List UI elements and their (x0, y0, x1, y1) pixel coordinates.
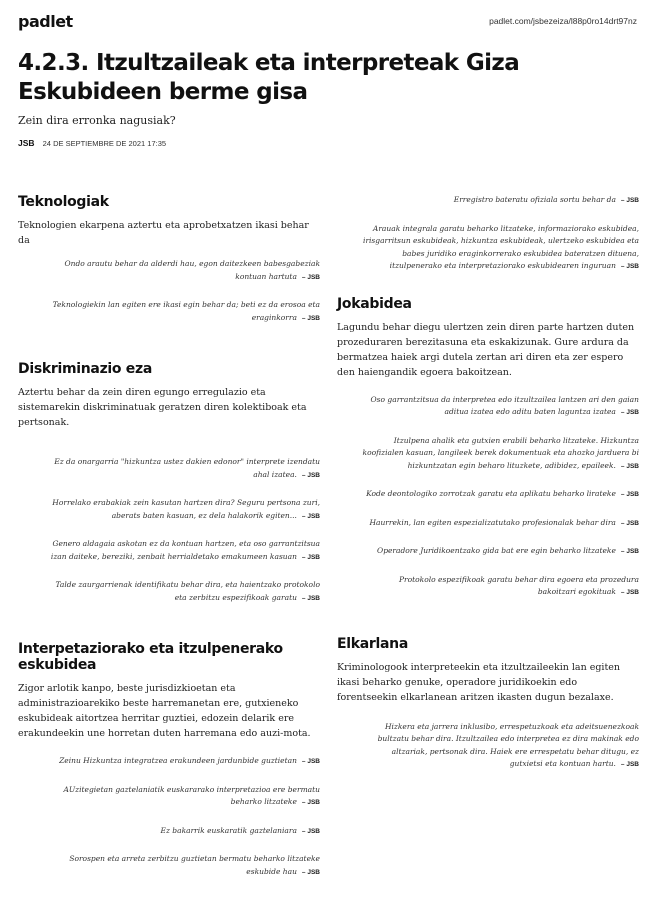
post[interactable] (361, 394, 639, 420)
section-description: Kriminologook interpreteekin eta itzultzaileekin lan egiten ikasi beharko genuke, operadore juridikoekin edo forentseekin elkarlanean aritzen ikasten dugun bezalaxe. (337, 661, 621, 703)
post-text: Ondo arautu behar da alderdi hau, egon daitezkeen babesgabeziak kontuan hartuta (64, 259, 320, 281)
post-text: Arauak integrala garatu beharko litzateke, informaziorako eskubidea, irisgarritsun eskubideak, hizkuntza eskubideak, ulertzeko eskubidea eta babes juridiko eraginkorrerako eskubidea bateratzen dituena, itzulpenerako eta interpretaziorako eskubidearen inguruan (363, 223, 639, 270)
section-title: Elkarlana (337, 635, 408, 652)
post-author: – JSB (301, 758, 320, 765)
post-author: – JSB (301, 553, 320, 561)
post-text: Sorospen eta arreta zerbitzu guztietan bermatu beharko litzateke eskubide hau (69, 854, 320, 876)
post-author: – JSB (620, 409, 639, 416)
post[interactable] (42, 825, 320, 839)
post-author: – JSB (301, 471, 320, 479)
post-text: Itzulpena ahalik eta gutxien erabili beharko litzateke. Hizkuntza koofizialen kasuan, langileek berek dokumentuak eta ahozko jarduera bi hizkuntzatan egin beharo lituzkete, adibidez, epaileek. (362, 435, 639, 470)
post[interactable] (42, 755, 320, 769)
section-title: Interpetaziorako eta itzulpenerako eskubidea (18, 641, 283, 673)
section-title: Teknologiak (18, 194, 109, 210)
post-text: Oso garrantzitsua da interpretea edo itzultzailea lantzen ari den gaian aditua izatea edo aditu baten laguntza izatea (370, 394, 639, 416)
post-author: – JSB (620, 491, 639, 498)
section-diskriminazio-eza (18, 361, 320, 605)
section-interpretazio-eskubidea (18, 641, 320, 879)
post-text: Ez bakarrik euskaratik gaztelaniara (160, 825, 297, 835)
left-column (18, 194, 320, 915)
post-text: Ez da onargarria "hizkuntza ustez dakien edonor" interprete izendatu ahal izatea. (54, 457, 320, 479)
post[interactable] (42, 853, 320, 879)
post-text: Genero aldagaia askotan ez da kontuan hartzen, eta oso garrantzitsua izan daiteke, bereziki, zenbait herrialdetako emakumeen kasuan (50, 539, 320, 561)
post[interactable] (361, 721, 639, 772)
page-title: 4.2.3. Itzultzaileak eta interpreteak Giza Eskubideen berme gisa (18, 50, 520, 105)
padlet-logo[interactable]: padlet (18, 12, 73, 31)
post-text: Teknologiekin lan egiten ere ikasi egin behar da; beti ez da erosoa eta eraginkorra (52, 300, 320, 322)
post-author: – JSB (301, 827, 320, 835)
post[interactable] (42, 538, 320, 564)
post-author: – JSB (620, 519, 639, 527)
post-author: – JSB (620, 197, 639, 204)
post[interactable] (361, 488, 639, 502)
post[interactable] (361, 435, 639, 474)
section-description: Teknologien ekarpena aztertu eta aprobetxatzen ikasi behar da (18, 220, 309, 246)
post-author: – JSB (620, 462, 639, 470)
post-text: AUzitegietan gaztelaniatik euskararako interpretazioa ere bermatu beharko litzateke (63, 784, 320, 806)
post-author: – JSB (301, 594, 320, 602)
post[interactable] (42, 497, 320, 523)
post-author: – JSB (620, 548, 639, 555)
section-description: Lagundu behar diegu ulertzen zein diren parte hartzen duten prozeduraren berezitasuna eta eskakizunak. Gure ardura da bermatzea haiek argi dutela zertan ari diren eta zer espero den haiengandik egoera bakoitzean. (337, 321, 635, 378)
post[interactable] (361, 194, 639, 208)
post-author: – JSB (301, 868, 320, 876)
post[interactable] (42, 258, 320, 284)
right-column (337, 194, 639, 808)
post-text: Hizkera eta jarrera inklusibo, errespetuzkoak eta adeitsuenezkoak bultzatu behar dira. Itzultzailea edo interpretea ez dira makinak edo altzariak, pertsonak dira. Haiek ere errespetatu behar ditugu, ez gutxietsi eta kontuan hartu. (377, 721, 639, 768)
section-elkarlana (337, 636, 639, 772)
post[interactable] (361, 574, 639, 600)
post-author: – JSB (301, 273, 320, 281)
post-text: Haurrekin, lan egiten espezializatutako profesionalak behar dira (369, 517, 616, 527)
post-text: Horrelako erabakiak zein kasutan hartzen dira? Seguru pertsona zuri, aberats baten kasuan, ez dela halakorik egiten... (52, 498, 320, 520)
post-text: Operadore Juridikoentzako gida bat ere egin beharko litzateke (377, 546, 616, 555)
post[interactable] (42, 784, 320, 810)
post[interactable] (361, 545, 639, 559)
page-date: 24 DE SEPTIEMBRE DE 2021 17:35 (42, 139, 167, 148)
section-teknologiak (18, 194, 320, 325)
post[interactable] (361, 517, 639, 531)
post[interactable] (42, 299, 320, 325)
post[interactable] (42, 456, 320, 482)
post-text: Talde zaurgarrienak identifikatu behar dira, eta haientzako protokolo eta zerbitzu espezifikoak garatu (55, 580, 320, 602)
post-author: – JSB (301, 314, 320, 322)
post-text: Zeinu Hizkuntza integratzea erakundeen jardunbide guztietan (59, 756, 297, 765)
section-description: Aztertu behar da zein diren egungo erregulazio eta sistemarekin diskriminatuak geratzen diren kolektiboak eta pertsonak. (18, 387, 307, 428)
page-subtitle: Zein dira erronka nagusiak? (18, 114, 176, 127)
post-author: – JSB (620, 263, 639, 270)
post-text: Kode deontologiko zorrotzak garatu eta aplikatu beharko lirateke (366, 489, 616, 498)
section-title: Jokabidea (337, 295, 412, 312)
section-jokabidea (337, 296, 639, 600)
section-title: Diskriminazio eza (18, 361, 152, 377)
post-author: – JSB (301, 799, 320, 806)
post-text: Erregistro bateratu ofiziala sortu behar da (453, 195, 616, 204)
top-bar (18, 12, 637, 34)
post[interactable] (361, 223, 639, 274)
post-author: – JSB (301, 512, 320, 520)
page-meta (18, 138, 166, 148)
page-url[interactable]: padlet.com/jsbezeiza/l88p0ro14drt97nz (489, 16, 637, 26)
post[interactable] (42, 579, 320, 605)
post-text: Protokolo espezifikoak garatu behar dira egoera eta prozedura bakoitzari egokituak (398, 574, 639, 596)
section-description: Zigor arlotik kanpo, beste jurisdizkioetan eta administrazioarekiko beste harremanetan ere, gutxieneko eskubideak aitortzea herritar guztiei, edozein delarik ere erakundeekin une horretan duten harremana edo auzi-mota. (18, 683, 311, 739)
page-author: JSB (18, 138, 35, 148)
post-author: – JSB (620, 761, 639, 768)
post-author: – JSB (620, 589, 639, 596)
